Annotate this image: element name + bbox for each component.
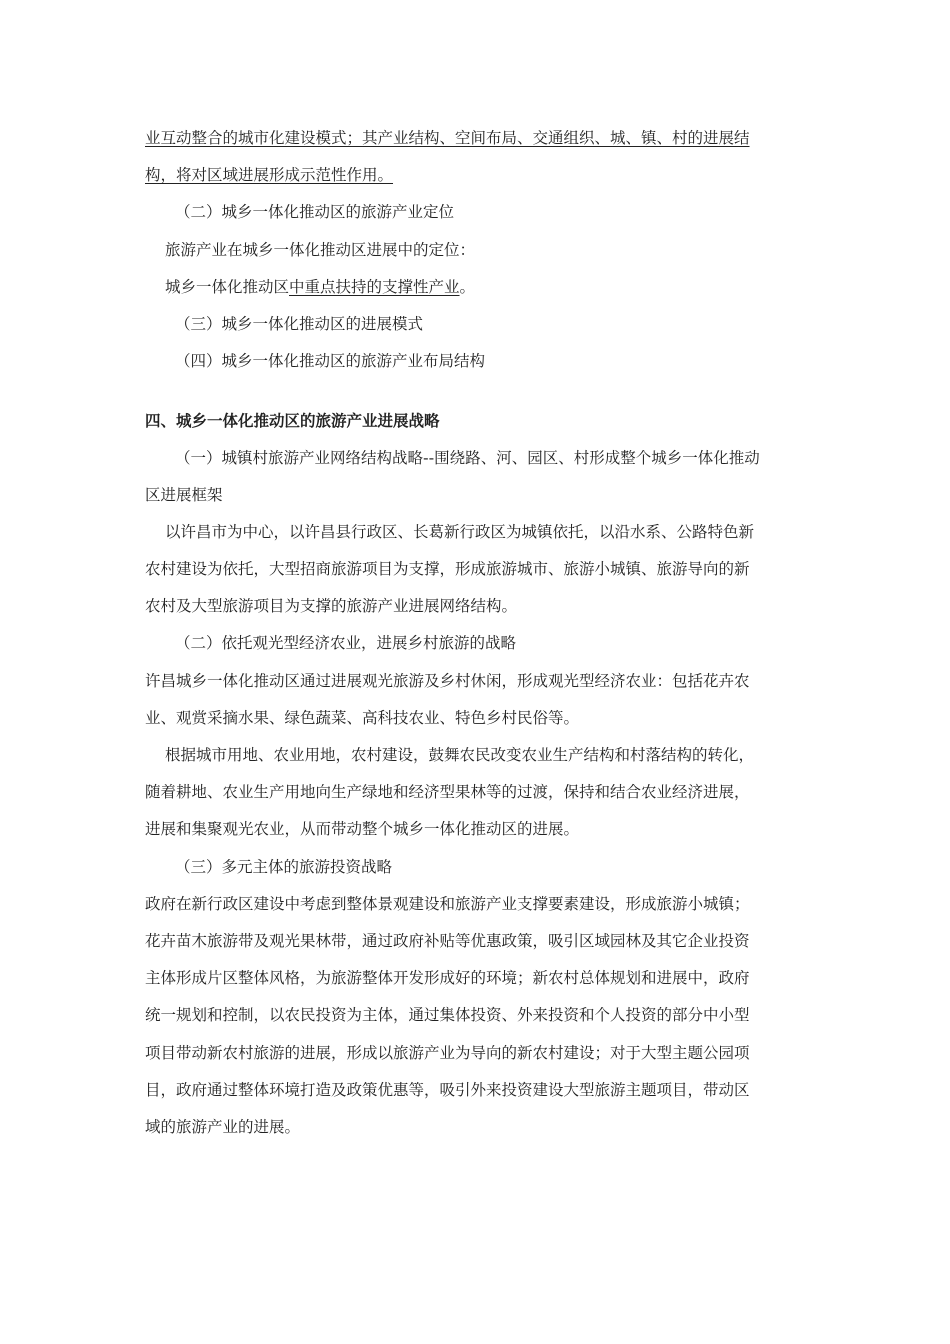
subsection-heading: （二）城乡一体化推动区的旅游产业定位: [175, 203, 455, 221]
continued-paragraph-line: 构，将对区域进展形成示范性作用。: [145, 166, 394, 184]
paragraph-line: 农村及大型旅游项目为支撑的旅游产业进展网络结构。: [145, 597, 518, 615]
subsection-heading: （四）城乡一体化推动区的旅游产业布局结构: [175, 352, 486, 370]
paragraph-line: 域的旅游产业的进展。: [145, 1118, 301, 1136]
paragraph-line: 目，政府通过整体环境打造及政策优惠等，吸引外来投资建设大型旅游主题项目，带动区: [145, 1081, 750, 1099]
paragraph-line: 业、观赏采摘水果、绿色蔬菜、高科技农业、特色乡村民俗等。: [145, 709, 580, 727]
paragraph-line: 以许昌市为中心，以许昌县行政区、长葛新行政区为城镇依托，以沿水系、公路特色新: [165, 523, 755, 541]
positioning-underlined: 中重点扶持的支撑性产业: [289, 278, 460, 296]
subsection-heading: （三）城乡一体化推动区的进展模式: [175, 315, 424, 333]
subsection-heading: （一）城镇村旅游产业网络结构战略--围绕路、河、园区、村形成整个城乡一体化推动: [175, 449, 760, 467]
paragraph-line: 主体形成片区整体风格，为旅游整体开发形成好的环境；新农村总体规划和进展中，政府: [145, 969, 750, 987]
paragraph-line: 随着耕地、农业生产用地向生产绿地和经济型果林等的过渡，保持和结合农业经济进展，: [145, 783, 750, 801]
paragraph-line: 统一规划和控制，以农民投资为主体，通过集体投资、外来投资和个人投资的部分中小型: [145, 1006, 750, 1024]
positioning-prefix: 城乡一体化推动区: [165, 278, 290, 296]
continued-paragraph-line: 业互动整合的城市化建设模式；其产业结构、空间布局、交通组织、城、镇、村的进展结: [145, 129, 750, 147]
paragraph-line: 旅游产业在城乡一体化推动区进展中的定位：: [165, 241, 476, 259]
paragraph-line: 根据城市用地、农业用地，农村建设，鼓舞农民改变农业生产结构和村落结构的转化，: [165, 746, 755, 764]
paragraph-line: 花卉苗木旅游带及观光果林带，通过政府补贴等优惠政策，吸引区域园林及其它企业投资: [145, 932, 750, 950]
paragraph-line: 许昌城乡一体化推动区通过进展观光旅游及乡村休闲，形成观光型经济农业：包括花卉农: [145, 672, 750, 690]
subsection-heading: （二）依托观光型经济农业，进展乡村旅游的战略: [175, 634, 517, 652]
section-title: 四、城乡一体化推动区的旅游产业进展战略: [145, 412, 440, 430]
positioning-line: [165, 276, 475, 298]
positioning-suffix: 。: [459, 278, 476, 296]
subsection-heading: （三）多元主体的旅游投资战略: [175, 858, 393, 876]
subsection-heading-cont: 区进展框架: [145, 486, 223, 504]
paragraph-line: 政府在新行政区建设中考虑到整体景观建设和旅游产业支撑要素建设，形成旅游小城镇；: [145, 895, 750, 913]
paragraph-line: 项目带动新农村旅游的进展，形成以旅游产业为导向的新农村建设；对于大型主题公园项: [145, 1044, 750, 1062]
paragraph-line: 农村建设为依托，大型招商旅游项目为支撑，形成旅游城市、旅游小城镇、旅游导向的新: [145, 560, 750, 578]
paragraph-line: 进展和集聚观光农业，从而带动整个城乡一体化推动区的进展。: [145, 820, 580, 838]
